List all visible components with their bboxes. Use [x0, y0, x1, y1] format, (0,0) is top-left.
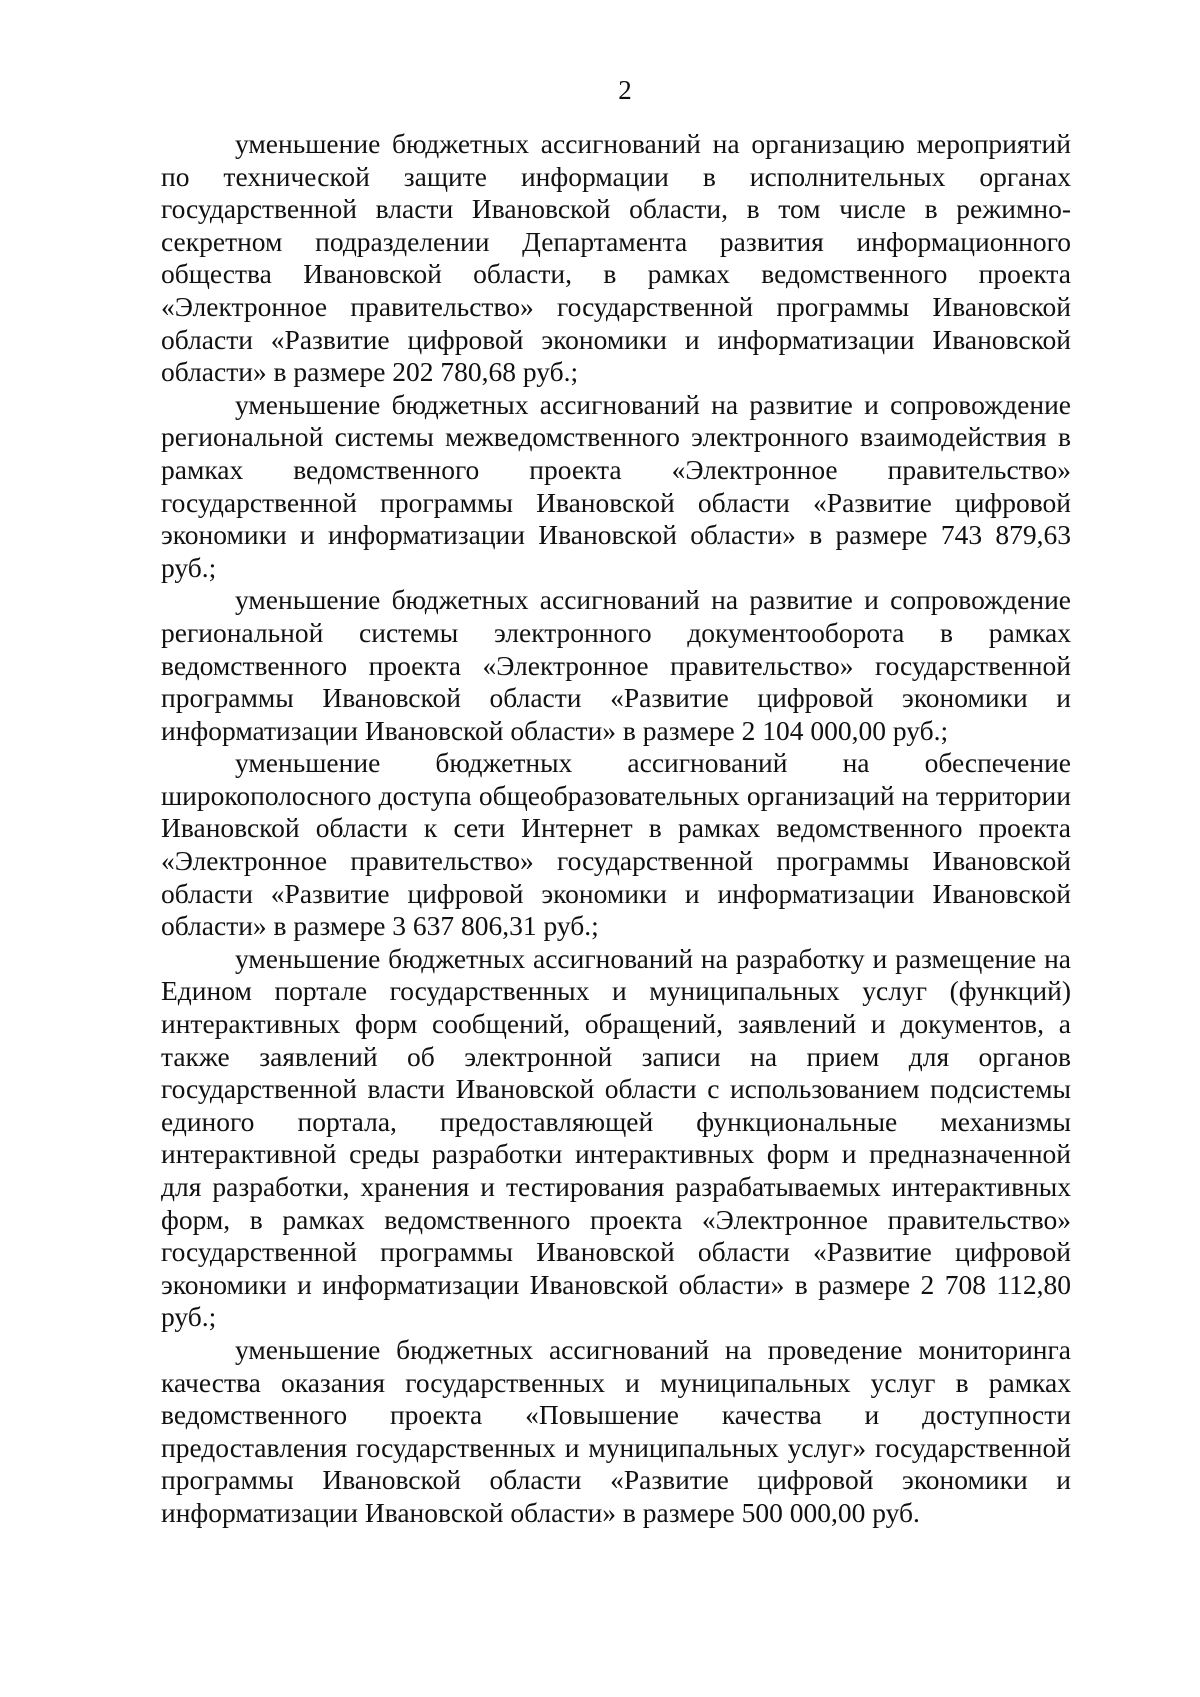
page-number: 2 — [618, 75, 632, 105]
paragraph-interactive-forms: уменьшение бюджетных ассигнований на разработку и размещение на Едином портале государственных и муниципальных услуг (функций) интерактивных форм сообщений, обращений, заявлений и документов, а также заявлений об электронной записи на прием для органов государственной власти Ивановской области с использованием подсистемы единого портала, предоставляющей функциональные механизмы интерактивной среды разработки интерактивных форм и предназначенной для разработки, хранения и тестирования разрабатываемых интерактивных форм, в рамках ведомственного проекта «Электронное правительство» государственной программы Ивановской области «Развитие цифровой экономики и информатизации Ивановской области» в размере 2 708 112,80 руб.; — [161, 942, 1071, 1333]
document-body — [161, 128, 1071, 1530]
paragraph-technical-protection: уменьшение бюджетных ассигнований на организацию мероприятий по технической защите информации в исполнительных органах государственной власти Ивановской области, в том числе в режимно-секретном подразделении Департамента развития информационного общества Ивановской области, в рамках ведомственного проекта «Электронное правительство» государственной программы Ивановской области «Развитие цифровой экономики и информатизации Ивановской области» в размере 202 780,68 руб.; — [161, 128, 1071, 388]
paragraph-interdepartmental-interaction: уменьшение бюджетных ассигнований на развитие и сопровождение региональной системы межведомственного электронного взаимодействия в рамках ведомственного проекта «Электронное правительство» государственной программы Ивановской области «Развитие цифровой экономики и информатизации Ивановской области» в размере 743 879,63 руб.; — [161, 388, 1071, 583]
paragraph-service-quality-monitoring: уменьшение бюджетных ассигнований на проведение мониторинга качества оказания государственных и муниципальных услуг в рамках ведомственного проекта «Повышение качества и доступности предоставления государственных и муниципальных услуг» государственной программы Ивановской области «Развитие цифровой экономики и информатизации Ивановской области» в размере 500 000,00 руб. — [161, 1333, 1071, 1528]
paragraph-broadband-access: уменьшение бюджетных ассигнований на обеспечение широкополосного доступа общеобразовательных организаций на территории Ивановской области к сети Интернет в рамках ведомственного проекта «Электронное правительство» государственной программы Ивановской области «Развитие цифровой экономики и информатизации Ивановской области» в размере 3 637 806,31 руб.; — [161, 747, 1071, 942]
paragraph-document-management: уменьшение бюджетных ассигнований на развитие и сопровождение региональной системы электронного документооборота в рамках ведомственного проекта «Электронное правительство» государственной программы Ивановской области «Развитие цифровой экономики и информатизации Ивановской области» в размере 2 104 000,00 руб.; — [161, 584, 1071, 746]
